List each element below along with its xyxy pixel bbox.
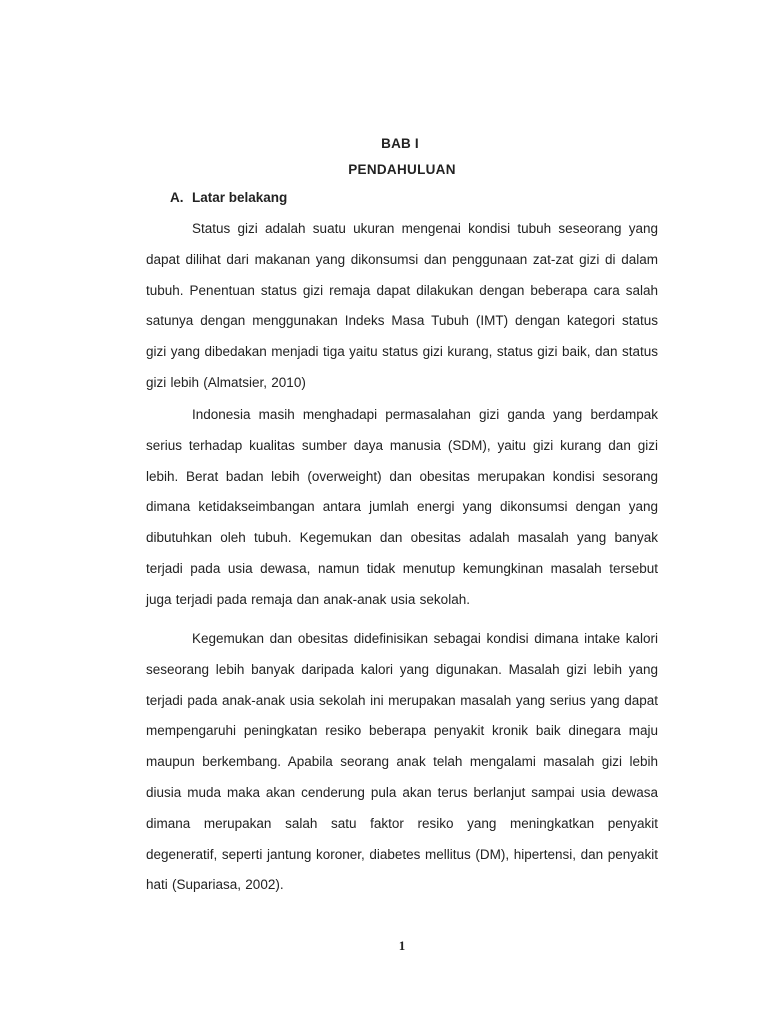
section-marker: A. bbox=[170, 190, 184, 205]
section-heading bbox=[170, 190, 287, 205]
chapter-number: BAB I bbox=[381, 136, 419, 151]
section-title: Latar belakang bbox=[192, 190, 288, 205]
page-number: 1 bbox=[398, 938, 406, 953]
paragraph-1: Status gizi adalah suatu ukuran mengenai kondisi tubuh seseorang yang dapat dilihat dari makanan yang dikonsumsi dan penggunaan zat-zat gizi di dalam tubuh. Penentuan status gizi remaja dapat dilakukan dengan beberapa cara salah satunya dengan menggunakan Indeks Masa Tubuh (IMT) dengan kategori status gizi yang dibedakan menjadi tiga yaitu status gizi kurang, status gizi baik, dan status gizi lebih (Almatsier, 2010) bbox=[146, 221, 658, 390]
paragraph-2: Indonesia masih menghadapi permasalahan gizi ganda yang berdampak serius terhadap kualitas sumber daya manusia (SDM), yaitu gizi kurang dan gizi lebih. Berat badan lebih (overweight) dan obesitas merupakan kondisi sesorang dimana ketidakseimbangan antara jumlah energi yang dikonsumsi dengan yang dibutuhkan oleh tubuh. Kegemukan dan obesitas adalah masalah yang banyak terjadi pada usia dewasa, namun tidak menutup kemungkinan masalah tersebut juga terjadi pada remaja dan anak-anak usia sekolah. bbox=[146, 407, 658, 607]
chapter-title: PENDAHULUAN bbox=[348, 162, 456, 177]
paragraph-3: Kegemukan dan obesitas didefinisikan sebagai kondisi dimana intake kalori seseorang lebih banyak daripada kalori yang digunakan. Masalah gizi lebih yang terjadi pada anak-anak usia sekolah ini merupakan masalah yang serius yang dapat mempengaruhi peningkatan resiko beberapa penyakit kronik baik dinegara maju maupun berkembang. Apabila seorang anak telah mengalami masalah gizi lebih diusia muda maka akan cenderung pula akan terus berlanjut sampai usia dewasa dimana merupakan salah satu faktor resiko yang meningkatkan penyakit degeneratif, seperti jantung koroner, diabetes mellitus (DM), hipertensi, dan penyakit hati (Supariasa, 2002). bbox=[146, 631, 658, 893]
